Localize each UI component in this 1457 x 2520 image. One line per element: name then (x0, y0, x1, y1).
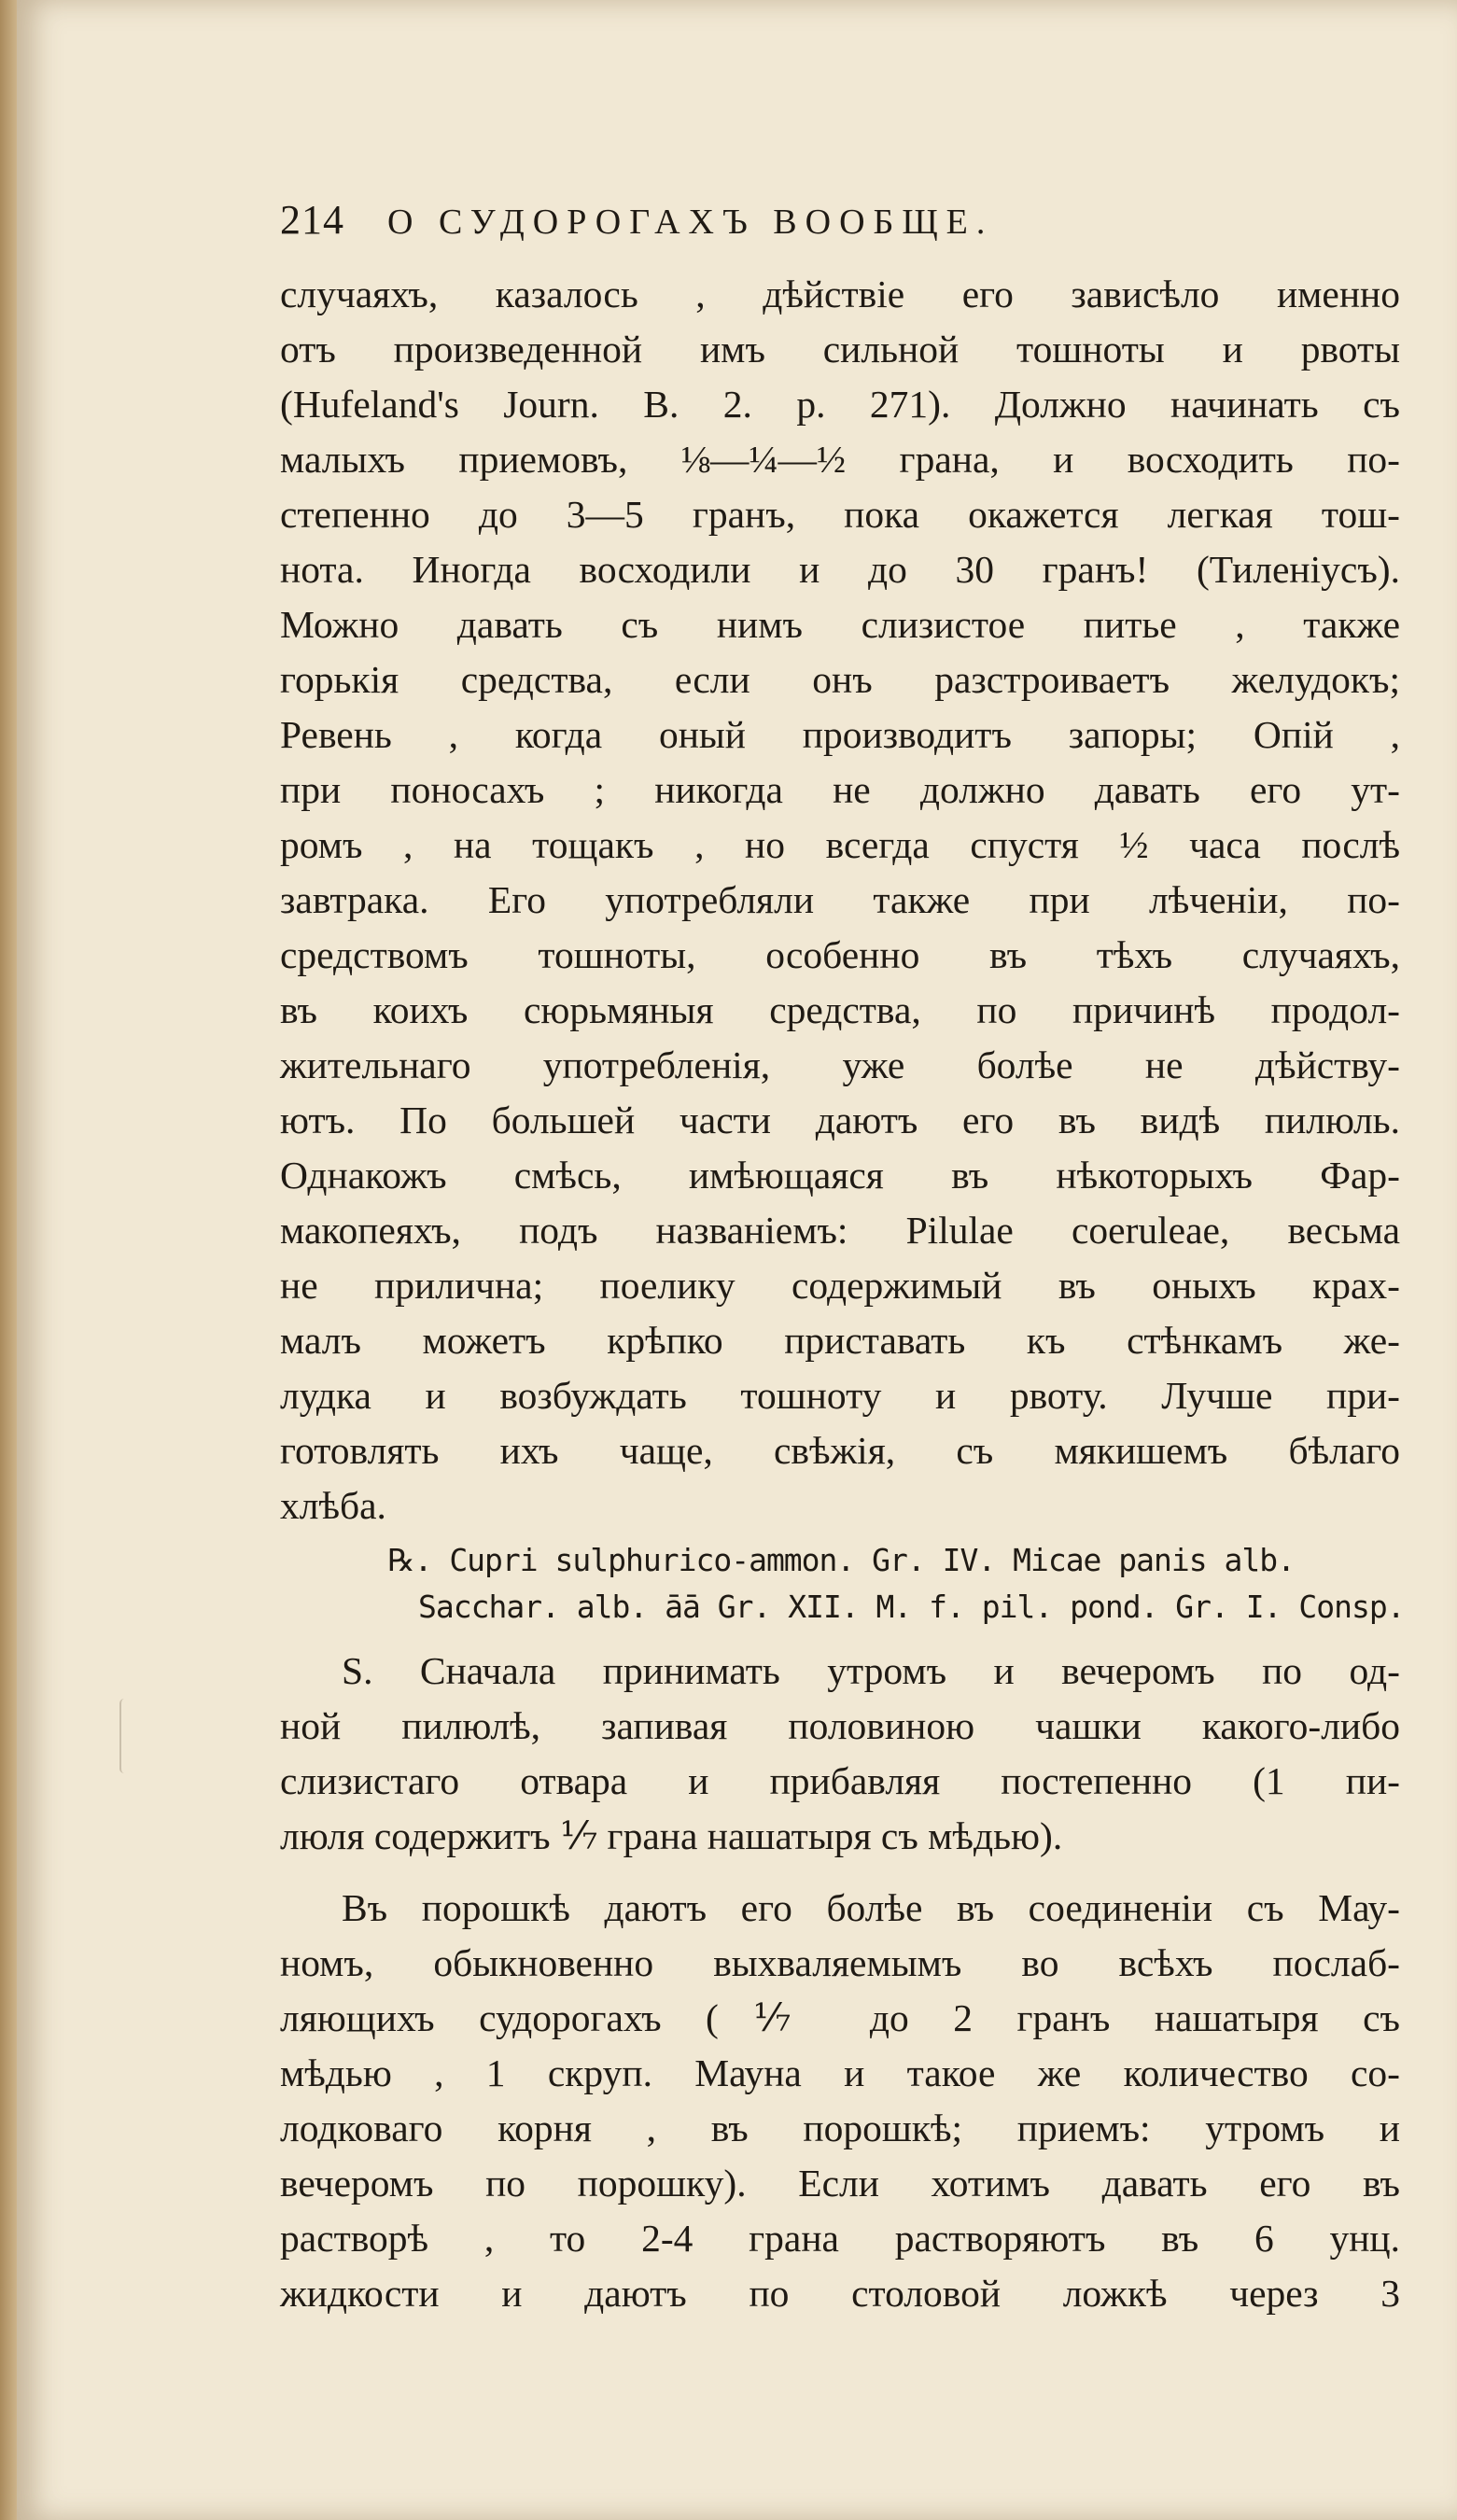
text-line: лудка и возбуждать тошноту и рвоту. Лучше при- (280, 1374, 1400, 1417)
text-line: номъ, обыкновенно выхваляемымъ во всѣхъ послаб- (280, 1941, 1400, 1984)
text-line: въ коихъ сюрьмяныя средства, по причинѣ продол- (280, 988, 1400, 1031)
text-line: жительнаго употребленія, уже болѣе не дѣйству- (280, 1043, 1400, 1086)
book-spine-edge (0, 0, 17, 2520)
text-line: случаяхъ, казалось , дѣйствіе его зависѣло именно (280, 273, 1400, 315)
prescription (280, 1537, 1405, 1631)
paragraph-gap (280, 1864, 1400, 1881)
text-line: вечеромъ по порошку). Если хотимъ давать его въ (280, 2162, 1400, 2205)
text-line: Однакожъ смѣсь, имѣющаяся въ нѣкоторыхъ Фар- (280, 1154, 1400, 1197)
text-line: лодковаго корня , въ порошкѣ; приемъ: утромъ и (280, 2107, 1400, 2149)
text-line: малъ можетъ крѣпко приставать къ стѣнкамъ же- (280, 1319, 1400, 1362)
text-line: Ревень , когда оный производитъ запоры; Опій , (280, 713, 1400, 756)
text-line: слизистаго отвара и прибавляя постепенно (1 пи- (280, 1759, 1400, 1802)
text-line: ляющихъ судорогахъ (⅐ до 2 гранъ нашатыря съ (280, 1996, 1400, 2039)
text-line: ромъ , на тощакъ , но всегда спустя ½ часа послѣ (280, 823, 1400, 866)
margin-smudge (119, 1699, 129, 1773)
text-line: степенно до 3—5 гранъ, пока окажется легкая тош- (280, 493, 1400, 536)
text-line: ной пилюлѣ, запивая половиною чашки какого-либо (280, 1704, 1400, 1747)
text-line: S. Сначала принимать утромъ и вечеромъ по од- (342, 1649, 1400, 1692)
text-line: растворѣ , то 2-4 грана растворяютъ въ 6 унц. (280, 2217, 1400, 2260)
text-line: мѣдью , 1 скруп. Мауна и такое же количество со- (280, 2051, 1400, 2094)
text-line: при поносахъ ; никогда не должно давать его ут- (280, 768, 1400, 811)
text-line: (Hufeland's Journ. B. 2. p. 271). Должно начинать съ (280, 383, 1400, 426)
prescription-line: Sacchar. alb. āā Gr. XII. M. f. pil. pond. Gr. I. Consp. (418, 1589, 1405, 1625)
page-number: 214 (280, 197, 344, 243)
page-content (280, 196, 1405, 2321)
text-line: ютъ. По большей части даютъ его въ видѣ пилюль. (280, 1099, 1400, 1141)
text-line: Можно давать съ нимъ слизистое питье , также (280, 603, 1400, 646)
text-line: отъ произведенной имъ сильной тошноты и рвоты (280, 328, 1400, 371)
text-line: не прилична; поелику содержимый въ оныхъ крах- (280, 1264, 1400, 1307)
text-line: Въ порошкѣ даютъ его болѣе въ соединеніи съ Мау- (342, 1886, 1400, 1929)
running-head: О СУДОРОГАХЪ ВООБЩЕ. (387, 203, 994, 242)
signa-paragraph (280, 1644, 1400, 1864)
text-line: готовлять ихъ чаще, свѣжія, съ мякишемъ бѣлаго (280, 1429, 1400, 1472)
text-line: жидкости и даютъ по столовой ложкѣ через 3 (280, 2272, 1400, 2315)
text-line: хлѣба. (280, 1484, 386, 1527)
final-paragraph (280, 1881, 1400, 2321)
text-line: горькія средства, если онъ разстроиваетъ желудокъ; (280, 658, 1400, 701)
text-line: нота. Иногда восходили и до 30 гранъ! (Тиленіусъ). (280, 548, 1400, 591)
prescription-line: ℞. Cupri sulphurico-ammon. Gr. IV. Micae panis alb. (387, 1542, 1295, 1578)
page-header (280, 196, 1400, 261)
main-paragraph (280, 267, 1400, 1533)
text-line: малыхъ приемовъ, ⅛—¼—½ грана, и восходить по- (280, 438, 1400, 481)
text-line: средствомъ тошноты, особенно въ тѣхъ случаяхъ, (280, 933, 1400, 976)
text-line: люля содержитъ ⅐ грана нашатыря съ мѣдью). (280, 1814, 1063, 1857)
text-line: макопеяхъ, подъ названіемъ: Pilulae coeruleae, весьма (280, 1209, 1400, 1252)
text-line: завтрака. Его употребляли также при лѣченіи, по- (280, 878, 1400, 921)
